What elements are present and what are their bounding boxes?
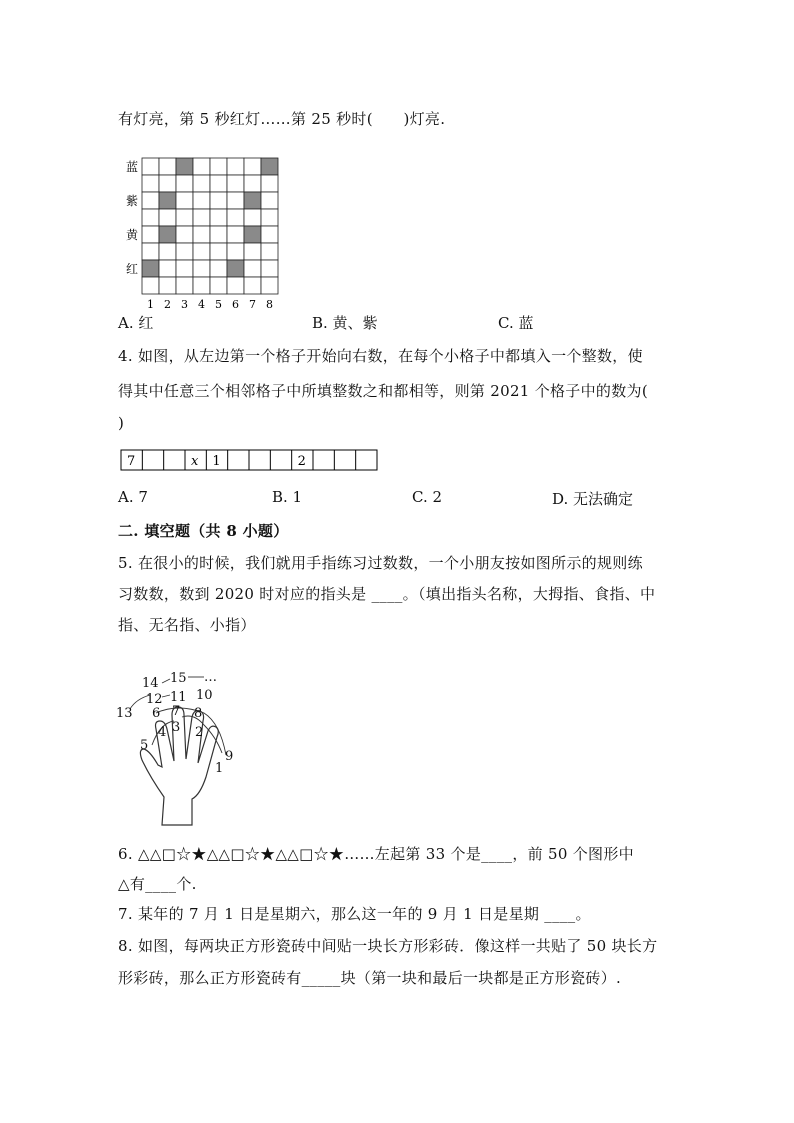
q4-text-line2: 得其中任意三个相邻格子中所填整数之和都相等，则第 2021 个格子中的数为( (118, 382, 648, 400)
q6-text-line1: 6. △△□☆★△△□☆★△△□☆★……左起第 33 个是____，前 50 个图形中 (118, 845, 634, 863)
q5-text-line2: 习数数，数到 2020 时对应的指头是 ____。（填出指头名称，大拇指、食指、中 (118, 585, 656, 603)
grid-col-label: 6 (232, 298, 239, 311)
grid-cell (159, 158, 176, 175)
grid-cell-lit (261, 158, 278, 175)
grid-cell (176, 209, 193, 226)
grid-cell (193, 158, 210, 175)
grid-cell (142, 192, 159, 209)
q3-option-b[interactable]: B. 黄、紫 (312, 314, 378, 332)
grid-col-label: 7 (249, 298, 256, 311)
q4-text-line3: ) (118, 414, 125, 432)
grid-cell (159, 277, 176, 294)
grid-cell (142, 243, 159, 260)
grid-cell-lit (159, 192, 176, 209)
q4-text-line1: 4. 如图，从左边第一个格子开始向右数，在每个小格子中都填入一个整数，使 (118, 347, 643, 365)
grid-cell (159, 209, 176, 226)
grid-col-label: 3 (181, 298, 188, 311)
grid-cell (244, 277, 261, 294)
grid-cell (142, 158, 159, 175)
grid-cell (244, 158, 261, 175)
q4-option-a[interactable]: A. 7 (118, 488, 148, 506)
grid-col-label: 4 (198, 298, 205, 311)
grid-cell (261, 260, 278, 277)
grid-cell (227, 243, 244, 260)
grid-cell (210, 277, 227, 294)
grid-cell-lit (159, 226, 176, 243)
hand-counting-figure (112, 665, 252, 835)
grid-cell (142, 277, 159, 294)
q3-option-a[interactable]: A. 红 (118, 314, 154, 332)
count-10: 10 (196, 688, 213, 703)
grid-cell (193, 277, 210, 294)
count-2: 2 (195, 725, 204, 740)
grid-cell (193, 192, 210, 209)
grid-cell (261, 277, 278, 294)
number-strip-figure (120, 449, 382, 473)
count-5: 5 (140, 738, 149, 753)
grid-cell (176, 260, 193, 277)
light-grid-figure (118, 150, 288, 311)
grid-cell (227, 175, 244, 192)
grid-cell-lit (244, 192, 261, 209)
count-7: 7 (172, 704, 181, 719)
count-11: 11 (170, 690, 187, 705)
count-9: 9 (225, 749, 234, 764)
grid-cell (261, 226, 278, 243)
grid-cell (210, 209, 227, 226)
q3-text-tail: 有灯亮，第 5 秒红灯……第 25 秒时( )灯亮. (118, 110, 446, 128)
grid-cell (210, 260, 227, 277)
count-4: 4 (158, 725, 167, 740)
grid-cell-lit (244, 226, 261, 243)
grid-cell (193, 260, 210, 277)
grid-cell (244, 209, 261, 226)
grid-cell-lit (176, 158, 193, 175)
grid-cell (159, 243, 176, 260)
grid-cell (261, 192, 278, 209)
q7-text-line1: 7. 某年的 7 月 1 日是星期六，那么这一年的 9 月 1 日是星期 ____。 (118, 905, 591, 923)
grid-cell (261, 175, 278, 192)
count-14: 14 (142, 676, 159, 691)
grid-cell (176, 192, 193, 209)
grid-cell (210, 243, 227, 260)
q4-option-c[interactable]: C. 2 (412, 488, 443, 506)
row-label-red: 红 (126, 262, 139, 276)
grid-cell (227, 192, 244, 209)
grid-cell (142, 226, 159, 243)
grid-cell (227, 277, 244, 294)
q6-text-line2: △有____个. (118, 875, 197, 893)
q8-text-line1: 8. 如图，每两块正方形瓷砖中间贴一块长方形彩砖．像这样一共贴了 50 块长方 (118, 937, 658, 955)
row-label-purple: 紫 (126, 194, 139, 208)
grid-col-label: 2 (164, 298, 171, 311)
count-13: 13 (116, 706, 133, 721)
q4-option-d[interactable]: D. 无法确定 (552, 490, 634, 508)
q4-option-b[interactable]: B. 1 (272, 488, 303, 506)
grid-cell (176, 175, 193, 192)
row-label-yellow: 黄 (126, 228, 139, 242)
count-3: 3 (172, 720, 181, 735)
grid-cell (227, 209, 244, 226)
grid-cell (261, 243, 278, 260)
grid-cell (176, 226, 193, 243)
grid-cell (176, 277, 193, 294)
grid-cell (193, 175, 210, 192)
count-8: 8 (194, 706, 203, 721)
row-label-blue: 蓝 (126, 160, 139, 174)
grid-cell (227, 226, 244, 243)
grid-col-label: 5 (215, 298, 222, 311)
count-12: 12 (146, 692, 163, 707)
grid-cell (210, 158, 227, 175)
q3-option-c[interactable]: C. 蓝 (498, 314, 534, 332)
count-15: 15 (170, 671, 187, 686)
grid-cell (261, 209, 278, 226)
strip-cell-value: 1 (212, 454, 221, 469)
grid-cell (193, 243, 210, 260)
grid-cell (176, 243, 193, 260)
grid-col-label: 1 (147, 298, 154, 311)
grid-cell (142, 209, 159, 226)
grid-cell (210, 226, 227, 243)
grid-cell (227, 158, 244, 175)
grid-cell (142, 175, 159, 192)
count-1: 1 (215, 761, 224, 776)
grid-cell-lit (227, 260, 244, 277)
count-more: … (204, 670, 217, 685)
grid-cell (244, 175, 261, 192)
count-6: 6 (152, 706, 161, 721)
grid-cell (193, 209, 210, 226)
grid-cell-lit (142, 260, 159, 277)
strip-cell-value: 7 (127, 454, 136, 469)
q5-text-line3: 指、无名指、小指） (118, 616, 256, 634)
grid-cell (159, 260, 176, 277)
grid-cell (244, 243, 261, 260)
grid-cell (193, 226, 210, 243)
grid-cell (159, 175, 176, 192)
grid-cell (210, 175, 227, 192)
strip-cell-value: x (191, 454, 199, 469)
strip-cell-value: 2 (297, 454, 306, 469)
q5-text-line1: 5. 在很小的时候，我们就用手指练习过数数，一个小朋友按如图所示的规则练 (118, 554, 643, 572)
grid-cell (244, 260, 261, 277)
section-heading-fill-in: 二. 填空题（共 8 小题） (118, 522, 289, 540)
grid-cell (210, 192, 227, 209)
grid-col-label: 8 (266, 298, 273, 311)
q8-text-line2: 形彩砖，那么正方形瓷砖有_____块（第一块和最后一块都是正方形瓷砖）. (118, 969, 622, 987)
